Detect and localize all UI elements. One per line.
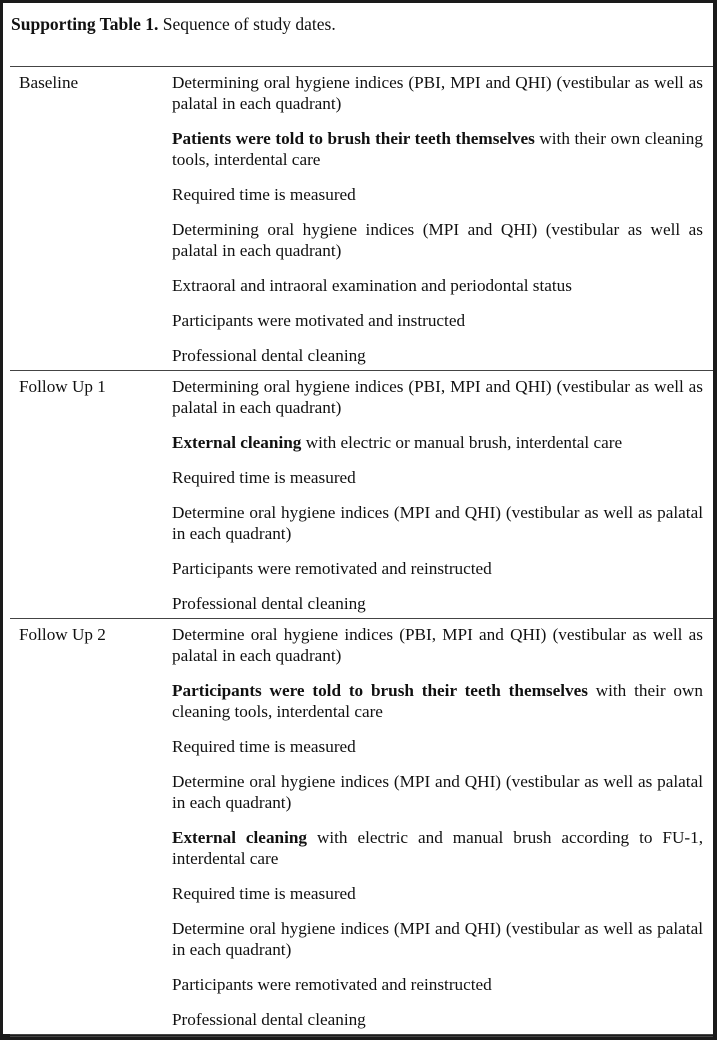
table-row xyxy=(172,466,703,488)
table-section-baseline xyxy=(10,67,713,371)
table-row xyxy=(172,309,703,331)
row-text: Required time is measured xyxy=(172,468,356,487)
table-row xyxy=(172,770,703,813)
row-text: Participants were remotivated and reinstructed xyxy=(172,559,492,578)
table-row xyxy=(172,592,703,614)
section-label: Follow Up 2 xyxy=(19,625,106,644)
row-bold: External cleaning xyxy=(172,828,308,847)
table-row xyxy=(172,557,703,579)
row-text: Professional dental cleaning xyxy=(172,594,366,613)
study-dates-table xyxy=(10,66,713,1037)
row-text: with electric or manual brush, interdental care xyxy=(301,433,623,452)
row-text: Required time is measured xyxy=(172,185,356,204)
section-rows xyxy=(172,375,703,614)
row-text: Required time is measured xyxy=(172,884,356,903)
row-text: Professional dental cleaning xyxy=(172,1010,366,1029)
table-row xyxy=(172,183,703,205)
table-row xyxy=(172,431,703,453)
section-label: Baseline xyxy=(19,73,79,92)
table-row xyxy=(172,501,703,544)
row-text: Determining oral hygiene indices (PBI, MPI and QHI) (vestibular as well as palatal in each quadrant) xyxy=(172,377,703,417)
row-text: with their own cleaning tools, interdental care xyxy=(172,129,703,169)
row-text: Professional dental cleaning xyxy=(172,346,366,365)
table-row xyxy=(172,218,703,261)
table-row xyxy=(172,274,703,296)
section-rows xyxy=(172,623,703,1030)
row-bold: Patients were told to brush their teeth themselves xyxy=(172,129,535,148)
table-row xyxy=(172,375,703,418)
table-row xyxy=(172,735,703,757)
row-text: with their own cleaning tools, interdental care xyxy=(172,681,704,721)
section-label: Follow Up 1 xyxy=(19,377,106,396)
table-section-follow-up-1 xyxy=(10,371,713,619)
section-rows xyxy=(172,71,703,366)
row-text: with electric and manual brush according to FU-1, interdental care xyxy=(172,828,703,868)
row-text: Determine oral hygiene indices (MPI and QHI) (vestibular as well as palatal in each quadrant) xyxy=(172,919,703,959)
row-text: Determine oral hygiene indices (MPI and QHI) (vestibular as well as palatal in each quadrant) xyxy=(172,772,703,812)
table-row xyxy=(172,882,703,904)
table-row xyxy=(172,973,703,995)
row-text: Participants were motivated and instructed xyxy=(172,311,466,330)
table-row xyxy=(172,1008,703,1030)
row-bold: Participants were told to brush their teeth themselves xyxy=(172,681,588,700)
table-row xyxy=(172,71,703,114)
row-bold: External cleaning xyxy=(172,433,302,452)
row-text: Determine oral hygiene indices (MPI and QHI) (vestibular as well as palatal in each quadrant) xyxy=(172,503,703,543)
row-text: Determine oral hygiene indices (PBI, MPI and QHI) (vestibular as well as palatal in each quadrant) xyxy=(172,625,703,665)
table-row xyxy=(172,127,703,170)
document-page xyxy=(3,3,713,1034)
row-text: Determining oral hygiene indices (PBI, MPI and QHI) (vestibular as well as palatal in each quadrant) xyxy=(172,73,703,113)
table-section-follow-up-2 xyxy=(10,619,713,1037)
caption-label: Supporting Table 1. xyxy=(11,14,159,34)
row-text: Required time is measured xyxy=(172,737,356,756)
row-text: Determining oral hygiene indices (MPI and QHI) (vestibular as well as palatal in each quadrant) xyxy=(172,220,703,260)
row-text: Extraoral and intraoral examination and periodontal status xyxy=(172,276,572,295)
table-row xyxy=(172,826,703,869)
table-caption xyxy=(11,13,336,35)
caption-text: Sequence of study dates. xyxy=(158,14,336,34)
table-row xyxy=(172,679,703,722)
table-row xyxy=(172,344,703,366)
table-row xyxy=(172,623,703,666)
table-row xyxy=(172,917,703,960)
row-text: Participants were remotivated and reinstructed xyxy=(172,975,492,994)
